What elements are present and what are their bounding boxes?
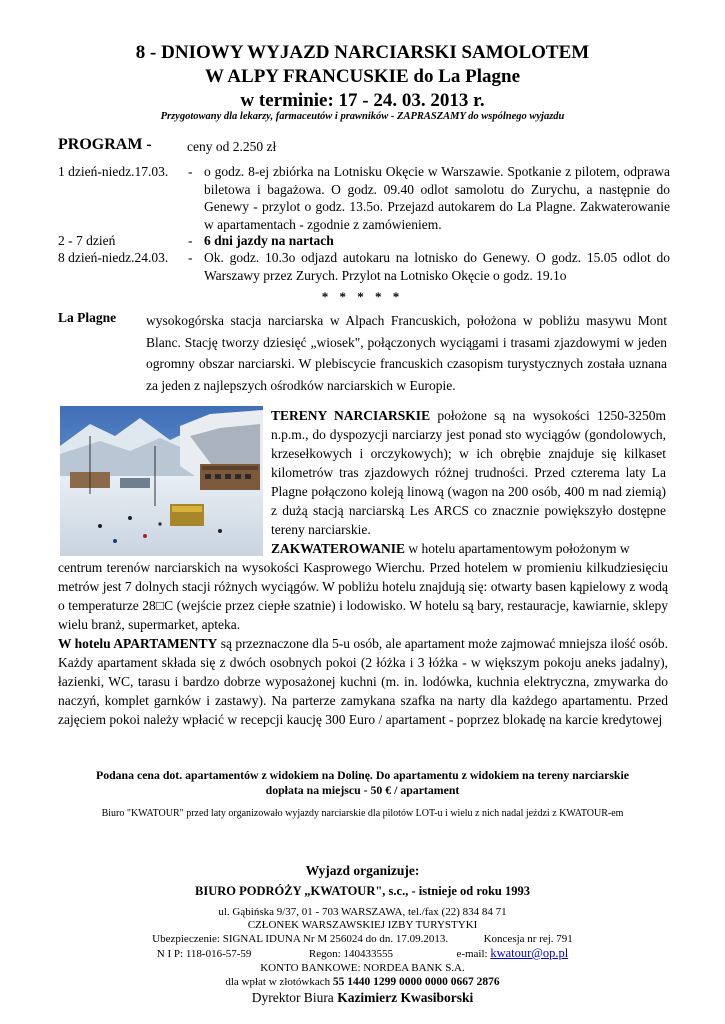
ski-areas-text: położone są na wysokości 1250-3250m n.p.m., do dyspozycji narciarzy jest ponad sto wyciągów (gondolowych, krzesełkowych i orczykowych); w ich obrębie znajduje się kilkaset kilometrów tras zjazdowych różnej trudności. Przed czterema laty La Plagne połączono koleją linową (wagon na 200 osób, 400 m nad ziemią) z dużą stacją narciarską Les ARCS co znacznie powiększyło dostępne tereny narciarskie.: [271, 408, 667, 537]
organizer-address: ul. Gąbińska 9/37, 01 - 703 WARSZAWA, tel./fax (22) 834 84 71: [218, 906, 507, 918]
day-8-dash: -: [188, 250, 193, 265]
insurance-text: Ubezpieczenie: SIGNAL IDUNA Nr M 256024 do dn. 17.09.2013.: [152, 933, 449, 945]
email-link[interactable]: kwatour@op.pl: [490, 946, 569, 960]
director-name: Kazimierz Kwasiborski: [337, 990, 474, 1005]
director-label: Dyrektor Biura: [251, 990, 334, 1005]
nip-text: N I P: 118-016-57-59: [156, 948, 252, 960]
insurance-line: [0, 932, 725, 947]
price-note-line-1: Podana cena dot. apartamentów z widokiem na Dolinę. Do apartamentu z widokiem na tereny narciarskie: [95, 768, 630, 782]
title-line-2: W ALPY FRANCUSKIE do La Plagne: [204, 66, 521, 87]
ski-areas-paragraph: [271, 406, 666, 539]
email-label: e-mail:: [456, 948, 488, 960]
tax-line: [0, 946, 725, 962]
price-text: ceny od 2.250 zł: [187, 139, 277, 154]
day-8-description: Ok. godz. 10.3o odjazd autokaru na lotnisko do Genewy. O godz. 15.05 odlot do Warszawy przez Zurych. Przylot na Lotnisko Okęcie o godz. 19.1o: [204, 250, 670, 283]
title-line-1: 8 - DNIOWY WYJAZD NARCIARSKI SAMOLOTEM: [135, 42, 590, 63]
accommodation-heading: ZAKWATEROWANIE: [271, 541, 406, 556]
day-2-7-label: 2 - 7 dzień: [58, 233, 116, 248]
price-note-line-2: dopłata na miejscu - 50 € / apartament: [265, 783, 460, 797]
accommodation-first-line: [271, 539, 666, 558]
subtitle: Przygotowany dla lekarzy, farmaceutów i prawników - ZAPRASZAMY do wspólnego wyjazdu: [160, 111, 565, 122]
accommodation-paragraph: centrum terenów narciarskich na wysokości Kasprowego Wierchu. Przed hotelem w promieniu kilkudziesięciu metrów jest 7 dolnych stacji różnych wyciągów. W pobliżu hotelu znajdują się: otwarty basen kąpielowy z wodą o temperaturze 28□C (wejście przez ciepłe szatnie) i lodowisko. W hotelu są bary, restauracje, kawiarnie, sklepy wielu branż, supermarket, apteka.: [58, 560, 668, 632]
regon-text: Regon: 140433555: [308, 948, 393, 960]
ski-areas-heading: TERENY NARCIARSKIE: [271, 408, 431, 423]
account-number: 55 1440 1299 0000 0000 0667 2876: [332, 976, 500, 988]
day-2-7-description: 6 dni jazdy na nartach: [204, 233, 334, 248]
organizer-heading: Wyjazd organizuje:: [305, 863, 420, 878]
la-plagne-description: wysokogórska stacja narciarska w Alpach Francuskich, położona w pobliżu masywu Mont Blanc. Stację tworzy dziesięć „wiosek", połączonych wyciągami i trasami zjazdowymi w jeden ogromny obszar narciarski. W plebiscycie francuskich czasopism turystycznych została uznana za jeden z najlepszych ośrodków narciarskich w Europie.: [146, 313, 667, 393]
account-label: dla wpłat w złotówkach: [225, 976, 331, 988]
day-8-label: 8 dzień-niedz.24.03.: [58, 250, 169, 265]
concession-text: Koncesja nr rej. 791: [483, 933, 573, 945]
organizer-membership: CZŁONEK WARSZAWSKIEJ IZBY TURYSTYKI: [247, 919, 478, 931]
bank-line: KONTO BANKOWE: NORDEA BANK S.A.: [260, 962, 465, 974]
day-2-7-dash: -: [188, 233, 193, 248]
la-plagne-label: La Plagne: [58, 310, 117, 325]
account-line: [0, 975, 725, 990]
day-1-dash: -: [188, 164, 193, 179]
day-1-description: o godz. 8-ej zbiórka na Lotnisku Okęcie w Warszawie. Spotkanie z pilotem, odprawa biletowa i bagażowa. O godz. 09.40 odlot samolotu do Zurychu, a następnie do Genewy - przylot o godz. 13.5o. Przejazd autokarem do La Plagne. Zakwaterowanie w apartamentach - zgodnie z zamówieniem.: [204, 164, 670, 232]
separator-stars: * * * * *: [321, 289, 404, 304]
accommodation-text-first: w hotelu apartamentowym położonym w: [405, 541, 630, 556]
apartments-paragraph: [58, 634, 668, 729]
day-1-label: 1 dzień-niedz.17.03.: [58, 164, 169, 179]
program-heading: PROGRAM -: [58, 136, 152, 153]
ski-resort-photo: [60, 406, 263, 556]
history-note: Biuro "KWATOUR" przed laty organizowało wyjazdy narciarskie dla pilotów LOT-u i wielu z nich nadal jeździ z KWATOUR-em: [101, 808, 624, 819]
organizer-name: BIURO PODRÓŻY „KWATOUR", s.c., - istnieje od roku 1993: [195, 884, 530, 898]
title-line-3: w terminie: 17 - 24. 03. 2013 r.: [240, 90, 485, 111]
apartments-text: są przeznaczone dla 5-u osób, ale apartament może zajmować mniejsza ilość osób. Każdy apartament składa się z dwóch osobnych pokoi (2 łóżka i 3 łóżka - w większym pokoju aneks jadalny), łazienki, WC, tarasu i bardzo dobrze wyposażonej kuchni (m. in. lodówka, kuchnia elektryczna, zmywarka do naczyń, komplet garnków i zastawy). Na parterze zamykana szafka na narty dla każdego apartamentu. Przed zajęciem pokoi należy wpłacić w recepcji kaucję 300 Euro / apartament - poprzez blokadę na karcie kredytowej: [58, 636, 668, 727]
apartments-heading: W hotelu APARTAMENTY: [58, 636, 218, 651]
director-line: [0, 990, 725, 1005]
